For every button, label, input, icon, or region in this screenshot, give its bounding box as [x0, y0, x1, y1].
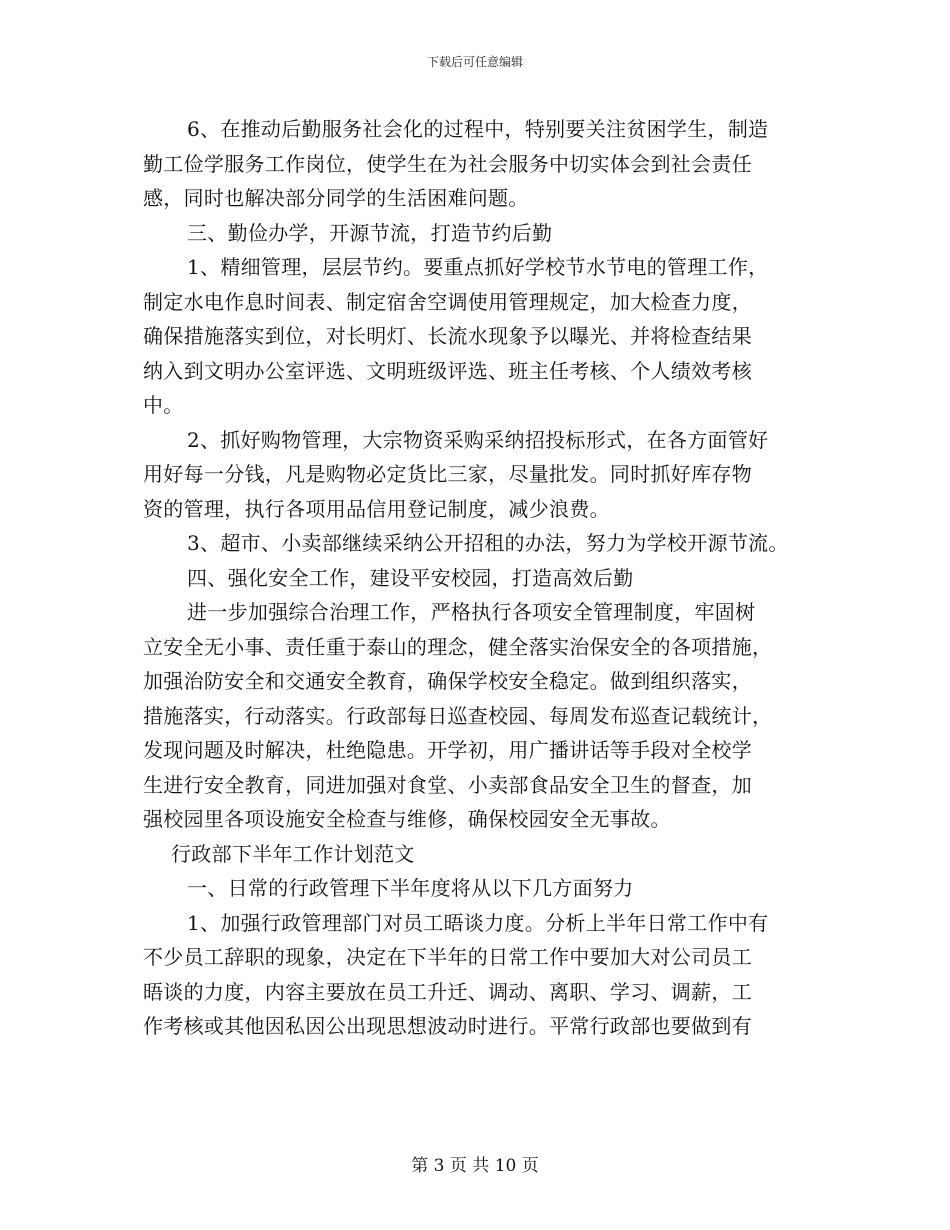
text-line: 纳入到文明办公室评选、文明班级评选、班主任考核、个人绩效考核 — [143, 358, 752, 383]
text-line: 1、加强行政管理部门对员工晤谈力度。分析上半年日常工作中有 — [187, 910, 769, 935]
text-line: 晤谈的力度，内容主要放在员工升迁、调动、离职、学习、调薪，工 — [143, 979, 752, 1004]
page-footer: 第 3 页 共 10 页 — [411, 1156, 539, 1176]
text-line: 用好每一分钱，凡是购物必定货比三家，尽量批发。同时抓好库存物 — [143, 462, 752, 486]
document-title: 行政部下半年工作计划范文 — [171, 841, 415, 866]
text-line: 生进行安全教育，同进加强对食堂、小卖部食品安全卫生的督查，加 — [143, 772, 752, 797]
text-line: 资的管理，执行各项用品信用登记制度，减少浪费。 — [143, 496, 610, 521]
section-heading: 一、日常的行政管理下半年度将从以下几方面努力 — [187, 876, 634, 900]
text-line: 作考核或其他因私因公出现思想波动时进行。平常行政部也要做到有 — [143, 1014, 752, 1038]
section-heading: 四、强化安全工作，建设平安校园，打造高效后勤 — [187, 565, 634, 590]
text-line: 3、超市、小卖部继续采纳公开招租的办法，努力为学校开源节流。 — [187, 531, 789, 555]
text-line: 勤工俭学服务工作岗位，使学生在为社会服务中切实体会到社会责任 — [143, 151, 752, 176]
page-header: 下载后可任意编辑 — [426, 55, 523, 69]
text-line: 中。 — [143, 393, 184, 417]
text-line: 加强治防安全和交通安全教育，确保学校安全稳定。做到组织落实， — [143, 669, 752, 693]
text-line: 6、在推动后勤服务社会化的过程中，特别要关注贫困学生，制造 — [187, 117, 769, 141]
text-line: 制定水电作息时间表、制定宿舍空调使用管理规定，加大检查力度， — [143, 289, 752, 314]
text-line: 措施落实，行动落实。行政部每日巡查校园、每周发布巡查记载统计， — [143, 703, 773, 728]
text-line: 进一步加强综合治理工作，严格执行各项安全管理制度，牢固树 — [187, 600, 756, 624]
document-body — [143, 112, 823, 1044]
text-line: 强校园里各项设施安全检查与维修，确保校园安全无事故。 — [143, 807, 671, 831]
text-line: 立安全无小事、责任重于泰山的理念，健全落实治保安全的各项措施， — [143, 634, 773, 659]
text-line: 1、精细管理，层层节约。要重点抓好学校节水节电的管理工作， — [187, 255, 769, 279]
text-line: 不少员工辞职的现象，决定在下半年的日常工作中要加大对公司员工 — [143, 945, 752, 969]
section-heading: 三、勤俭办学，开源节流，打造节约后勤 — [187, 220, 553, 245]
text-line: 感，同时也解决部分同学的生活困难问题。 — [143, 186, 529, 210]
text-line: 发现问题及时解决，杜绝隐患。开学初，用广播讲话等手段对全校学 — [143, 738, 752, 762]
text-line: 确保措施落实到位，对长明灯、长流水现象予以曝光、并将检查结果 — [143, 324, 752, 348]
text-line: 2、抓好购物管理，大宗物资采购采纳招投标形式，在各方面管好 — [187, 427, 769, 452]
